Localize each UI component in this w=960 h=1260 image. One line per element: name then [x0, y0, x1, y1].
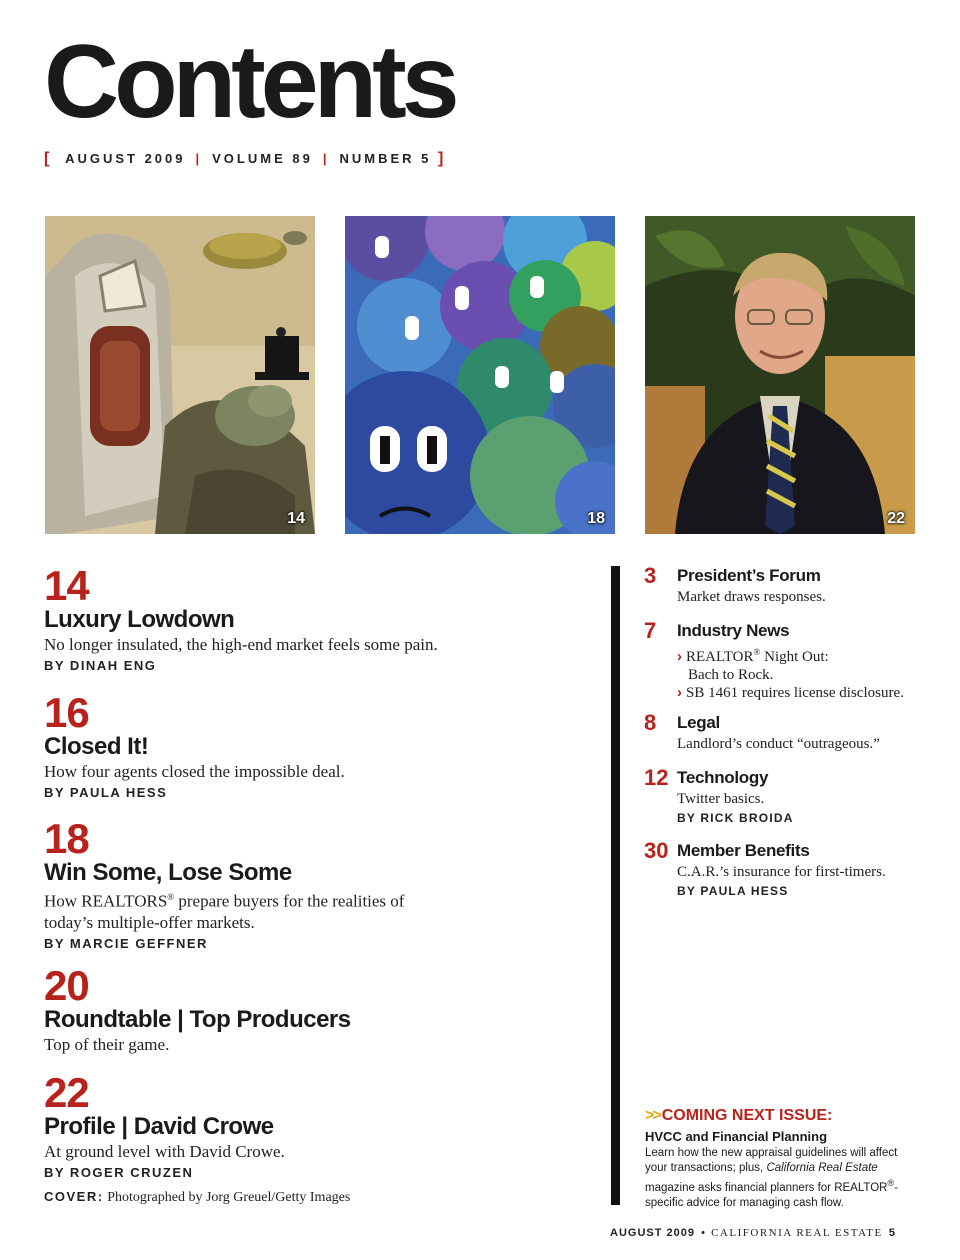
issue-line: [44, 150, 446, 168]
feature-page-number: 14: [44, 562, 89, 609]
double-chevron-icon: >>: [645, 1107, 660, 1124]
dept-page-number: 30: [644, 838, 669, 863]
coming-next-body: [645, 1146, 920, 1211]
chevron-right-icon: ›: [677, 648, 682, 665]
dept-title[interactable]: Technology: [677, 768, 769, 787]
dept-page-number: 7: [644, 618, 657, 643]
coming-next-label: COMING NEXT ISSUE:: [661, 1107, 833, 1124]
dek-part: prepare buyers for the realities of today’s multiple-offer markets.: [44, 891, 405, 932]
feature-byline: BY PAULA HESS: [44, 785, 168, 800]
portrait-image: [645, 216, 915, 534]
dept-technology[interactable]: [644, 766, 934, 825]
dept-presidents-forum[interactable]: [644, 564, 934, 606]
bracket-close: ]: [438, 150, 447, 167]
footer-magazine: CALIFORNIA REAL ESTATE: [711, 1227, 883, 1239]
feature-closed-it[interactable]: [44, 689, 584, 800]
photo-page-number: 14: [287, 510, 305, 527]
feature-title[interactable]: Luxury Lowdown: [44, 606, 235, 633]
cover-credit: [44, 1189, 350, 1206]
dept-title[interactable]: Member Benefits: [677, 841, 810, 860]
cover-credit-text: Photographed by Jorg Greuel/Getty Images: [107, 1190, 351, 1205]
feature-dek: How four agents closed the impossible deal.: [44, 762, 345, 781]
dept-title[interactable]: Legal: [677, 713, 720, 732]
news-item-continued: Bach to Rock.: [688, 667, 774, 683]
body-part: Learn how the new appraisal guidelines will affect your transactions; plus,: [645, 1147, 898, 1174]
crowd-illustration-image: [345, 216, 615, 534]
dept-text: Market draws responses.: [677, 589, 826, 605]
dept-byline: BY RICK BROIDA: [677, 811, 794, 825]
column-divider: [611, 566, 620, 1205]
registered-mark: ®: [167, 892, 175, 902]
feature-page-number: 18: [44, 815, 89, 862]
news-item-text: REALTOR: [686, 649, 754, 665]
photo-tortoise-illustration[interactable]: [45, 216, 315, 534]
news-item[interactable]: [677, 684, 934, 702]
coming-next-title[interactable]: HVCC and Financial Planning: [645, 1129, 828, 1144]
feature-dek: At ground level with David Crowe.: [44, 1142, 285, 1161]
news-item-text: SB 1461 requires license disclosure.: [686, 685, 904, 701]
issue-number: NUMBER 5: [339, 151, 432, 166]
footer-date: AUGUST 2009: [610, 1227, 695, 1239]
feature-profile[interactable]: [44, 1069, 584, 1180]
dept-text: Twitter basics.: [677, 791, 765, 807]
dept-text: Landlord’s conduct “outrageous.”: [677, 736, 880, 752]
feature-title[interactable]: Roundtable | Top Producers: [44, 1006, 351, 1033]
page-footer: [610, 1227, 896, 1239]
issue-month: AUGUST 2009: [65, 151, 186, 166]
page-title: Contents: [44, 24, 455, 140]
dept-page-number: 3: [644, 563, 657, 588]
feature-page-number: 20: [44, 962, 89, 1009]
dept-page-number: 8: [644, 710, 657, 735]
dept-title[interactable]: Industry News: [677, 621, 790, 640]
news-item[interactable]: [677, 643, 934, 666]
feature-luxury-lowdown[interactable]: [44, 562, 584, 673]
feature-byline: BY MARCIE GEFFNER: [44, 935, 208, 951]
footer-page-number: 5: [888, 1227, 896, 1239]
footer-bullet: •: [701, 1227, 705, 1239]
news-item-text: Night Out:: [760, 649, 829, 665]
coming-next-issue[interactable]: [645, 1106, 920, 1211]
dept-legal[interactable]: [644, 711, 934, 753]
cover-credit-label: COVER:: [44, 1189, 104, 1204]
dept-member-benefits[interactable]: [644, 839, 934, 898]
feature-page-number: 16: [44, 689, 89, 736]
photo-portrait[interactable]: [645, 216, 915, 534]
registered-mark: ®: [753, 647, 761, 657]
feature-page-number: 22: [44, 1069, 89, 1116]
coming-next-heading: [645, 1106, 920, 1126]
dept-title[interactable]: President’s Forum: [677, 566, 821, 585]
tortoise-illustration-image: [45, 216, 315, 534]
magazine-name: California Real Estate: [766, 1162, 878, 1174]
bracket-open: [: [44, 150, 53, 167]
dept-byline: BY PAULA HESS: [677, 884, 789, 898]
dek-part: How REALTORS: [44, 891, 168, 911]
feature-title[interactable]: Profile | David Crowe: [44, 1113, 274, 1140]
feature-title[interactable]: Win Some, Lose Some: [44, 859, 292, 886]
feature-dek: [44, 887, 444, 933]
feature-win-some-lose-some[interactable]: [44, 815, 444, 951]
issue-volume: VOLUME 89: [212, 151, 313, 166]
chevron-right-icon: ›: [677, 684, 682, 701]
photo-page-number: 22: [887, 510, 905, 527]
registered-mark: ®: [887, 1178, 895, 1188]
feature-dek: Top of their game.: [44, 1035, 170, 1054]
feature-roundtable[interactable]: [44, 962, 584, 1055]
dept-page-number: 12: [644, 765, 669, 790]
body-part: -specific advice for managing cash flow.: [645, 1181, 898, 1209]
dept-text: C.A.R.’s insurance for first-timers.: [677, 864, 886, 880]
photo-page-number: 18: [587, 510, 605, 527]
divider: |: [195, 151, 203, 166]
feature-title[interactable]: Closed It!: [44, 733, 149, 760]
feature-dek: No longer insulated, the high-end market feels some pain.: [44, 635, 438, 654]
dept-industry-news[interactable]: [644, 619, 934, 702]
divider: |: [322, 151, 330, 166]
feature-byline: BY ROGER CRUZEN: [44, 1165, 194, 1180]
photo-crowd-illustration[interactable]: [345, 216, 615, 534]
feature-byline: BY DINAH ENG: [44, 658, 157, 673]
body-part: magazine asks financial planners for REALTOR: [645, 1181, 888, 1194]
